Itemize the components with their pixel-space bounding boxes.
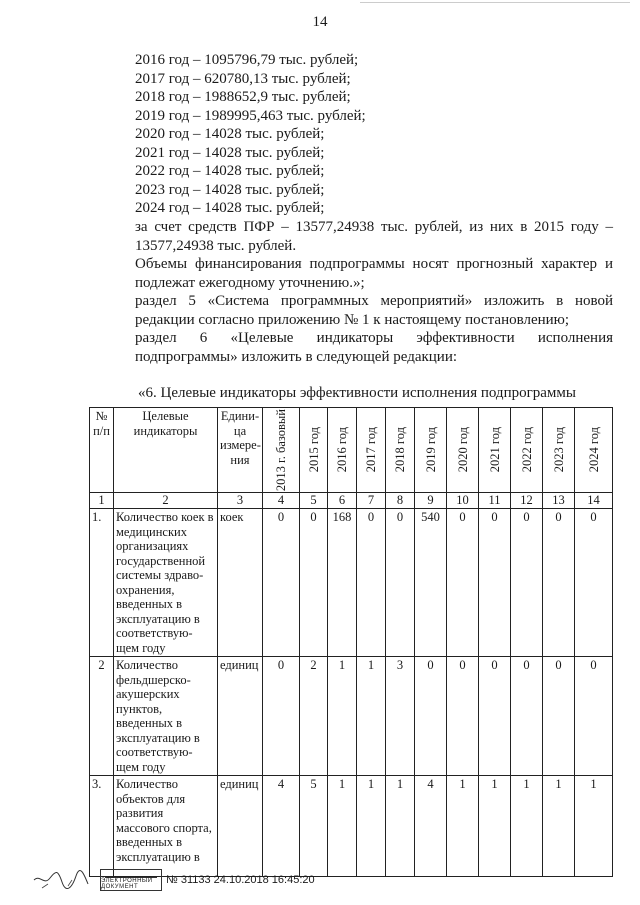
header-year-label: 2023 год — [551, 427, 566, 473]
table-row — [90, 657, 613, 776]
column-number-row — [90, 493, 613, 509]
indicators-table — [89, 407, 613, 877]
header-year — [575, 408, 613, 493]
row-num: 2 — [90, 657, 114, 776]
row-value: 3 — [386, 657, 415, 776]
table-header-row — [90, 408, 613, 493]
header-year-label: 2018 год — [393, 427, 407, 473]
footer — [100, 869, 315, 891]
paragraph-text: за счет средств ПФР – 13577,24938 тыс. рублей, из них в 2015 году – 13577,24938 тыс. рублей. — [135, 219, 613, 254]
row-value: 0 — [575, 657, 613, 776]
header-year — [300, 408, 328, 493]
row-value: 1 — [386, 776, 415, 877]
header-unit: Едини-ца измере-ния — [218, 408, 263, 493]
column-number: 1 — [90, 493, 114, 509]
row-unit: коек — [218, 509, 263, 657]
row-value: 168 — [328, 509, 357, 657]
row-value: 0 — [300, 509, 328, 657]
row-value: 0 — [543, 657, 575, 776]
row-value: 0 — [543, 509, 575, 657]
row-value: 0 — [575, 509, 613, 657]
row-value: 0 — [511, 509, 543, 657]
scan-edge-mark — [360, 2, 630, 11]
paragraph-section6 — [101, 329, 613, 366]
funding-line: 2023 год – 14028 тыс. рублей; — [135, 181, 325, 198]
column-number: 10 — [447, 493, 479, 509]
paragraph-text: раздел 5 «Система программных мероприятий» изложить в новой редакции согласно приложению № 1 к настоящему постановлению; — [135, 293, 613, 328]
paragraph-pfr — [101, 218, 613, 255]
header-year — [328, 408, 357, 493]
row-num: 3. — [90, 776, 114, 877]
row-value: 1 — [511, 776, 543, 877]
column-number: 11 — [479, 493, 511, 509]
funding-line: 2024 год – 14028 тыс. рублей; — [135, 200, 325, 216]
header-year-label: 2022 год — [519, 427, 534, 473]
row-value: 0 — [263, 657, 300, 776]
column-number: 4 — [263, 493, 300, 509]
row-value: 2 — [300, 657, 328, 776]
handwritten-signature — [32, 866, 90, 892]
header-year — [479, 408, 511, 493]
row-value: 1 — [328, 657, 357, 776]
stamp-emblem — [105, 871, 157, 878]
document-reference: № 31133 24.10.2018 16:45:20 — [166, 874, 315, 886]
column-number: 3 — [218, 493, 263, 509]
funding-line: 2022 год – 14028 тыс. рублей; — [135, 163, 325, 179]
row-value: 5 — [300, 776, 328, 877]
table-row — [90, 776, 613, 877]
header-year — [447, 408, 479, 493]
row-value: 0 — [357, 509, 386, 657]
paragraph-section5 — [101, 292, 613, 329]
paragraph-volumes — [101, 255, 613, 292]
header-year-label: 2021 год — [487, 427, 502, 473]
header-year-label: 2019 год — [423, 427, 438, 473]
row-value: 1 — [357, 776, 386, 877]
funding-lines — [135, 51, 605, 218]
header-year — [263, 408, 300, 493]
header-year-label: 2017 год — [364, 427, 378, 473]
table-heading: «6. Целевые индикаторы эффективности исполнения подпрограммы — [138, 385, 576, 401]
row-indicator: Количество объектов для развития массового спорта, введенных в эксплуатацию в — [114, 776, 218, 877]
column-number: 9 — [415, 493, 447, 509]
funding-line: 2021 год – 14028 тыс. рублей; — [135, 144, 325, 161]
funding-line: 2019 год – 1989995,463 тыс. рублей; — [135, 107, 366, 124]
row-value: 4 — [415, 776, 447, 877]
row-value: 540 — [415, 509, 447, 657]
funding-line: 2020 год – 14028 тыс. рублей; — [135, 126, 325, 142]
row-indicator: Количество фельдшерско-акушерских пунктов, введенных в эксплуатацию в соответствую-щем году — [114, 657, 218, 776]
column-number: 12 — [511, 493, 543, 509]
header-year — [415, 408, 447, 493]
column-number: 5 — [300, 493, 328, 509]
row-value: 1 — [328, 776, 357, 877]
row-value: 0 — [263, 509, 300, 657]
header-year — [357, 408, 386, 493]
row-unit: единиц — [218, 657, 263, 776]
column-number: 6 — [328, 493, 357, 509]
table-row — [90, 509, 613, 657]
header-year — [511, 408, 543, 493]
header-year-label: 2020 год — [455, 427, 470, 473]
column-number: 13 — [543, 493, 575, 509]
row-value: 0 — [415, 657, 447, 776]
header-year — [386, 408, 415, 493]
row-value: 1 — [543, 776, 575, 877]
row-value: 0 — [479, 657, 511, 776]
header-year-label: 2024 год — [586, 427, 601, 473]
row-value: 0 — [447, 509, 479, 657]
funding-line: 2018 год – 1988652,9 тыс. рублей; — [135, 89, 351, 105]
row-value: 1 — [479, 776, 511, 877]
header-year-label: 2016 год — [335, 427, 349, 473]
row-value: 4 — [263, 776, 300, 877]
registration-stamp — [100, 869, 162, 891]
row-value: 1 — [447, 776, 479, 877]
funding-line: 2017 год – 620780,13 тыс. рублей; — [135, 70, 351, 87]
row-value: 0 — [447, 657, 479, 776]
row-value: 1 — [357, 657, 386, 776]
header-year — [543, 408, 575, 493]
header-num: № п/п — [90, 408, 114, 493]
row-value: 0 — [479, 509, 511, 657]
row-value: 0 — [386, 509, 415, 657]
header-year-label: 2013 г. базовый — [274, 409, 288, 492]
column-number: 2 — [114, 493, 218, 509]
page-number: 14 — [312, 14, 328, 30]
header-year-label: 2015 год — [306, 427, 321, 473]
paragraph-text: Объемы финансирования подпрограммы носят прогнозный характер и подлежат ежегодному уточнению.»; — [135, 256, 613, 291]
row-num: 1. — [90, 509, 114, 657]
funding-line: 2016 год – 1095796,79 тыс. рублей; — [135, 52, 359, 68]
column-number: 7 — [357, 493, 386, 509]
row-value: 1 — [575, 776, 613, 877]
row-unit: единиц — [218, 776, 263, 877]
stamp-label: ЭЛЕКТРОННЫЙ ДОКУМЕНТ — [101, 877, 153, 890]
row-indicator: Количество коек в медицинских организациях государственной системы здраво-охранения, введенных в эксплуатацию в соответствую-щем году — [114, 509, 218, 657]
row-value: 0 — [511, 657, 543, 776]
column-number: 14 — [575, 493, 613, 509]
column-number: 8 — [386, 493, 415, 509]
header-indicator: Целевые индикаторы — [114, 408, 218, 493]
paragraph-text: раздел 6 «Целевые индикаторы эффективности исполнения подпрограммы» изложить в следующей редакции: — [135, 330, 613, 365]
